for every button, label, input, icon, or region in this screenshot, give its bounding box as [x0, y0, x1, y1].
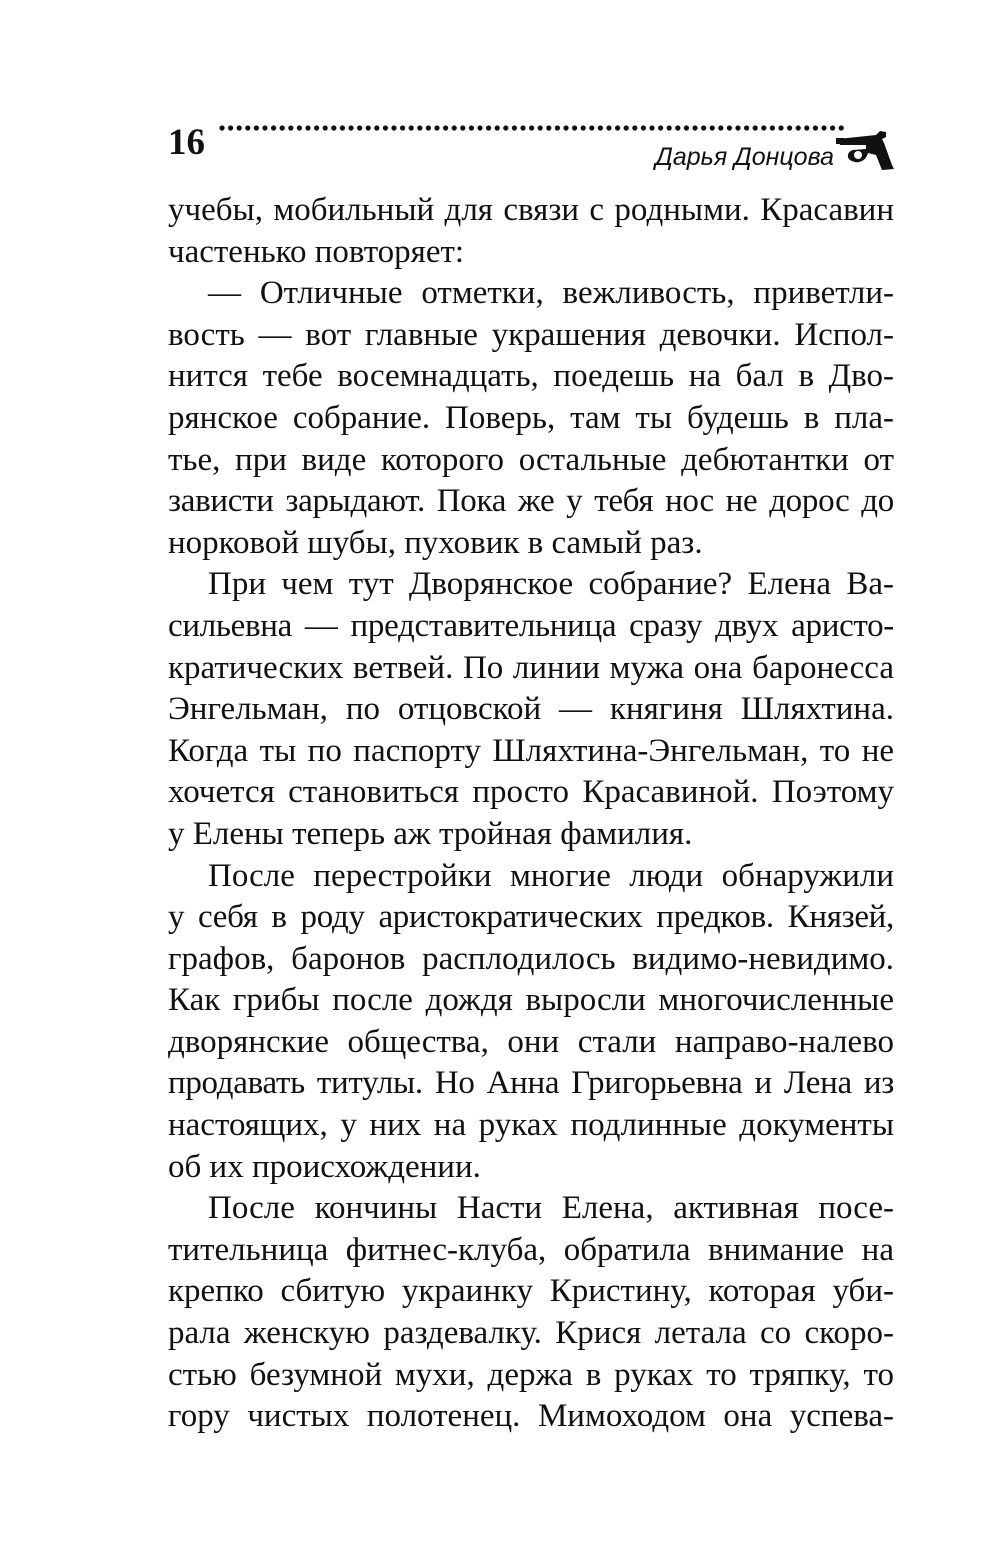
leader-dot — [529, 125, 534, 130]
revolver-icon — [836, 125, 898, 171]
leader-dot — [796, 125, 801, 130]
leader-dot — [512, 125, 517, 130]
text-line: нится тебе восемнадцать, поедешь на бал в Дво- — [168, 358, 894, 395]
leader-dot — [770, 125, 775, 130]
leader-dot — [262, 125, 267, 130]
leader-dot — [821, 125, 826, 130]
leader-dot — [486, 125, 491, 130]
leader-dot — [624, 125, 629, 130]
text-line: об их происхождении. — [168, 1148, 481, 1185]
leader-dot — [718, 125, 723, 130]
text-line: частенько повторяет: — [168, 233, 465, 270]
text-line: настоящих, у них на руках подлинные документы — [168, 1107, 894, 1144]
leader-dot — [787, 125, 792, 130]
leader-dot — [434, 125, 439, 130]
leader-dot — [649, 125, 654, 130]
leader-dot — [374, 125, 379, 130]
leader-dot — [426, 125, 431, 130]
text-line: кратических ветвей. По линии мужа она баронесса — [168, 649, 894, 686]
text-line: — Отличные отметки, вежливость, приветли- — [208, 275, 894, 312]
leader-dot — [710, 125, 715, 130]
leader-dot — [314, 125, 319, 130]
leader-dot — [581, 125, 586, 130]
leader-dot — [495, 125, 500, 130]
text-line: рала женскую раздевалку. Крися летала со скоро- — [168, 1315, 894, 1352]
text-line: стью безумной мухи, держа в руках то тряпку, то — [168, 1356, 894, 1393]
leader-dot — [555, 125, 560, 130]
leader-dot — [443, 125, 448, 130]
leader-dot — [348, 125, 353, 130]
leader-dot — [761, 125, 766, 130]
leader-dot — [753, 125, 758, 130]
leader-dot — [701, 125, 706, 130]
leader-dot — [452, 125, 457, 130]
leader-dot — [237, 125, 242, 130]
leader-dot — [280, 125, 285, 130]
text-line: При чем тут Дворянское собрание? Елена Ва- — [208, 566, 894, 603]
leader-dot — [804, 125, 809, 130]
text-line: Когда ты по паспорту Шляхтина-Энгельман, то не — [168, 732, 894, 769]
leader-dot — [417, 125, 422, 130]
text-line: учебы, мобильный для связи с родными. Красавин — [168, 192, 894, 228]
leader-dot — [323, 125, 328, 130]
leader-dot — [366, 125, 371, 130]
leader-dot — [219, 125, 224, 130]
leader-dot — [830, 125, 835, 130]
running-header — [0, 0, 1000, 190]
leader-dot — [503, 125, 508, 130]
leader-dot — [692, 125, 697, 130]
leader-dot — [340, 125, 345, 130]
leader-dot — [520, 125, 525, 130]
leader-dot — [383, 125, 388, 130]
leader-dot — [245, 125, 250, 130]
leader-dot — [684, 125, 689, 130]
leader-dot — [400, 125, 405, 130]
leader-dot — [735, 125, 740, 130]
leader-dot — [288, 125, 293, 130]
text-line: После кончины Насти Елена, активная посе- — [208, 1190, 894, 1227]
leader-dot — [538, 125, 543, 130]
text-line: дворянские общества, они стали направо-налево — [168, 1023, 894, 1060]
leader-dot — [305, 125, 310, 130]
leader-dot — [727, 125, 732, 130]
leader-dot — [615, 125, 620, 130]
text-line: продавать титулы. Но Анна Григорьевна и Лена из — [168, 1065, 894, 1102]
leader-dot — [675, 125, 680, 130]
text-line: у себя в роду аристократических предков. Князей, — [168, 899, 894, 936]
text-line: Как грибы после дождя выросли многочисленные — [168, 982, 894, 1019]
text-line: хочется становиться просто Красавиной. Поэтому — [168, 774, 894, 811]
text-line: Энгельман, по отцовской — княгиня Шляхтина. — [168, 691, 894, 728]
author-name: Дарья Донцова — [655, 143, 834, 171]
text-line: графов, баронов расплодилось видимо-невидимо. — [168, 940, 894, 977]
dotted-leader — [218, 118, 844, 138]
leader-dot — [658, 125, 663, 130]
text-line: рянское собрание. Поверь, там ты будешь в пла- — [168, 399, 894, 436]
text-line: зависти зарыдают. Пока же у тебя нос не дорос до — [168, 483, 894, 520]
page-number: 16 — [168, 122, 205, 163]
leader-dot — [589, 125, 594, 130]
leader-dot — [572, 125, 577, 130]
text-line: вость — вот главные украшения девочки. Испол- — [168, 316, 894, 353]
leader-dot — [254, 125, 259, 130]
leader-dot — [331, 125, 336, 130]
text-line: норковой шубы, пуховик в самый раз. — [168, 524, 703, 561]
leader-dot — [228, 125, 233, 130]
text-line: После перестройки многие люди обнаружили — [208, 857, 894, 894]
leader-dot — [641, 125, 646, 130]
leader-dot — [744, 125, 749, 130]
text-line: тительница фитнес-клуба, обратила внимание на — [168, 1231, 894, 1268]
text-line: сильевна — представительница сразу двух аристо- — [168, 607, 894, 644]
leader-dot — [391, 125, 396, 130]
leader-dot — [546, 125, 551, 130]
leader-dot — [357, 125, 362, 130]
leader-dot — [460, 125, 465, 130]
leader-dot — [778, 125, 783, 130]
leader-dot — [606, 125, 611, 130]
text-line: тье, при виде которого остальные дебютантки от — [168, 441, 894, 478]
leader-dot — [271, 125, 276, 130]
leader-dot — [297, 125, 302, 130]
text-line: у Елены теперь аж тройная фамилия. — [168, 815, 693, 852]
body-text — [168, 190, 894, 1438]
leader-dot — [632, 125, 637, 130]
leader-dot — [813, 125, 818, 130]
leader-dot — [469, 125, 474, 130]
text-line: гору чистых полотенец. Мимоходом она успева- — [168, 1398, 894, 1435]
text-line: крепко сбитую украинку Кристину, которая уби- — [168, 1273, 894, 1310]
leader-dot — [598, 125, 603, 130]
leader-dot — [667, 125, 672, 130]
leader-dot — [477, 125, 482, 130]
leader-dot — [563, 125, 568, 130]
leader-dot — [409, 125, 414, 130]
